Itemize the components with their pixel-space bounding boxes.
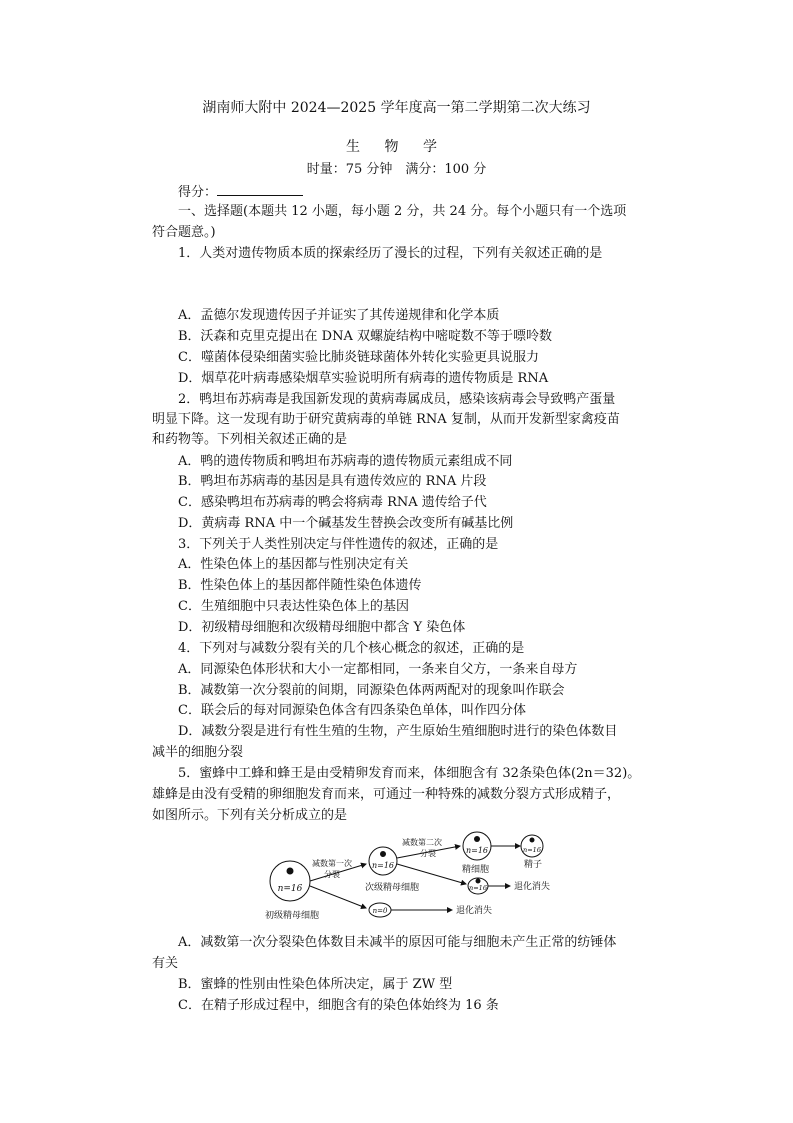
division1-label-1: 减数第一次 (312, 859, 352, 868)
q4-option-c: C．联会后的每对同源染色体含有四条染色单体，叫作四分体 (178, 703, 526, 718)
q2-stem-line2: 明显下降。这一发现有助于研究黄病毒的单链 RNA 复制，从而开发新型家禽疫苗 (152, 412, 620, 427)
q1-stem: 1．人类对遗传物质本质的探索经历了漫长的过程，下列有关叙述正确的是 (178, 246, 603, 261)
sperm-n-label: n=16 (523, 846, 541, 854)
q2-option-c: C．感染鸭坦布苏病毒的鸭会将病毒 RNA 遗传给子代 (178, 495, 487, 510)
q2-option-a: A．鸭的遗传物质和鸭坦布苏病毒的遗传物质元素组成不同 (178, 454, 513, 469)
q4-option-a: A．同源染色体形状和大小一定都相同，一条来自父方，一条来自母方 (178, 662, 578, 677)
q5-option-c: C．在精子形成过程中，细胞含有的染色体始终为 16 条 (178, 998, 499, 1013)
small-n-label: n=16 (469, 884, 487, 892)
q1-option-d: D．烟草花叶病毒感染烟草实验说明所有病毒的遗传物质是 RNA (178, 371, 549, 386)
division2-label-2: 分裂 (420, 849, 436, 858)
q1-option-a: A．孟德尔发现遗传因子并证实了其传递规律和化学本质 (178, 308, 500, 323)
time-score-line: 时量：75 分钟 满分：100 分 (306, 162, 487, 177)
q2-stem-line1: 2．鸭坦布苏病毒是我国新发现的黄病毒属成员，感染该病毒会导致鸭产蛋量 (178, 392, 616, 407)
small-cell (468, 878, 488, 894)
section-heading-line1: 一、选择题(本题共 12 小题，每小题 2 分，共 24 分。每个小题只有一个选项 (178, 204, 627, 219)
spermatid-label: 精细胞 (462, 865, 490, 875)
q3-option-b: B．性染色体上的基因都伴随性染色体遗传 (178, 578, 422, 593)
q5-stem-line1: 5．蜜蜂中工蜂和蜂王是由受精卵发育而来，体细胞含有 32条染色体(2n＝32)。 (178, 766, 641, 781)
degenerate-label-1: 退化消失 (456, 906, 493, 916)
primary-spermatocyte (270, 861, 310, 901)
q5-option-a-continued: 有关 (152, 956, 179, 971)
secondary-spermatocyte (369, 847, 397, 875)
spermatid-n-label: n=16 (465, 846, 489, 855)
sperm-label: 精子 (524, 860, 543, 870)
sperm (521, 835, 543, 857)
primary-n-label: n=16 (277, 884, 303, 894)
q5-option-b: B．蜜蜂的性别由性染色体所决定，属于 ZW 型 (178, 977, 453, 992)
q2-option-b: B．鸭坦布苏病毒的基因是具有遗传效应的 RNA 片段 (178, 474, 487, 489)
primary-cell-label: 初级精母细胞 (264, 911, 320, 921)
q2-option-d: D．黄病毒 RNA 中一个碱基发生替换会改变所有碱基比例 (178, 516, 514, 531)
q3-option-d: D．初级精母细胞和次级精母细胞中都含 Y 染色体 (178, 620, 466, 635)
spermatid (463, 832, 491, 860)
score-field (178, 183, 303, 201)
q3-option-a: A．性染色体上的基因都与性别决定有关 (178, 557, 409, 572)
q5-option-a: A．减数第一次分裂染色体数目未减半的原因可能与细胞未产生正常的纺锤体 (178, 935, 617, 950)
q2-stem-line3: 和药物等。下列相关叙述正确的是 (152, 432, 348, 447)
meiosis-diagram (260, 826, 560, 926)
q4-option-d-continued: 减半的细胞分裂 (152, 745, 244, 760)
q5-stem-line2: 雄蜂是由没有受精的卵细胞发育而来，可通过一种特殊的减数分裂方式形成精子， (152, 787, 621, 802)
secondary-n-label: n=16 (371, 861, 395, 870)
division2-label-1: 减数第二次 (402, 838, 442, 847)
subject-title: 生 物 学 (346, 139, 447, 155)
q3-stem: 3．下列关于人类性别决定与伴性遗传的叙述，正确的是 (178, 537, 499, 552)
arrow-to-small-cell (397, 864, 466, 884)
secondary-cell-label: 次级精母细胞 (364, 883, 420, 893)
q1-option-c: C．噬菌体侵染细菌实验比肺炎链球菌体外转化实验更具说服力 (178, 350, 539, 365)
q3-option-c: C．生殖细胞中只表达性染色体上的基因 (178, 599, 409, 614)
division1-label-2: 分裂 (324, 870, 340, 879)
degenerate-label-2: 退化消失 (514, 882, 551, 892)
q4-option-b: B．减数第一次分裂前的间期，同源染色体两两配对的现象叫作联会 (178, 683, 565, 698)
q4-option-d: D．减数分裂是进行有性生殖的生物，产生原始生殖细胞时进行的染色体数目 (178, 724, 618, 739)
score-label: 得分： (178, 185, 218, 200)
q4-stem: 4．下列对与减数分裂有关的几个核心概念的叙述，正确的是 (178, 641, 525, 656)
score-blank (217, 183, 303, 196)
arrow-to-n0 (310, 886, 366, 908)
q5-stem-line3: 如图所示。下列有关分析成立的是 (152, 808, 348, 823)
n0-cell (369, 903, 391, 917)
n0-label: n=0 (372, 907, 388, 915)
q1-option-b: B．沃森和克里克提出在 DNA 双螺旋结构中嘧啶数不等于嘌呤数 (178, 329, 553, 344)
exam-title: 湖南师大附中 2024—2025 学年度高一第二学期第二次大练习 (202, 100, 591, 116)
section-heading-line2: 符合题意。) (152, 225, 216, 240)
